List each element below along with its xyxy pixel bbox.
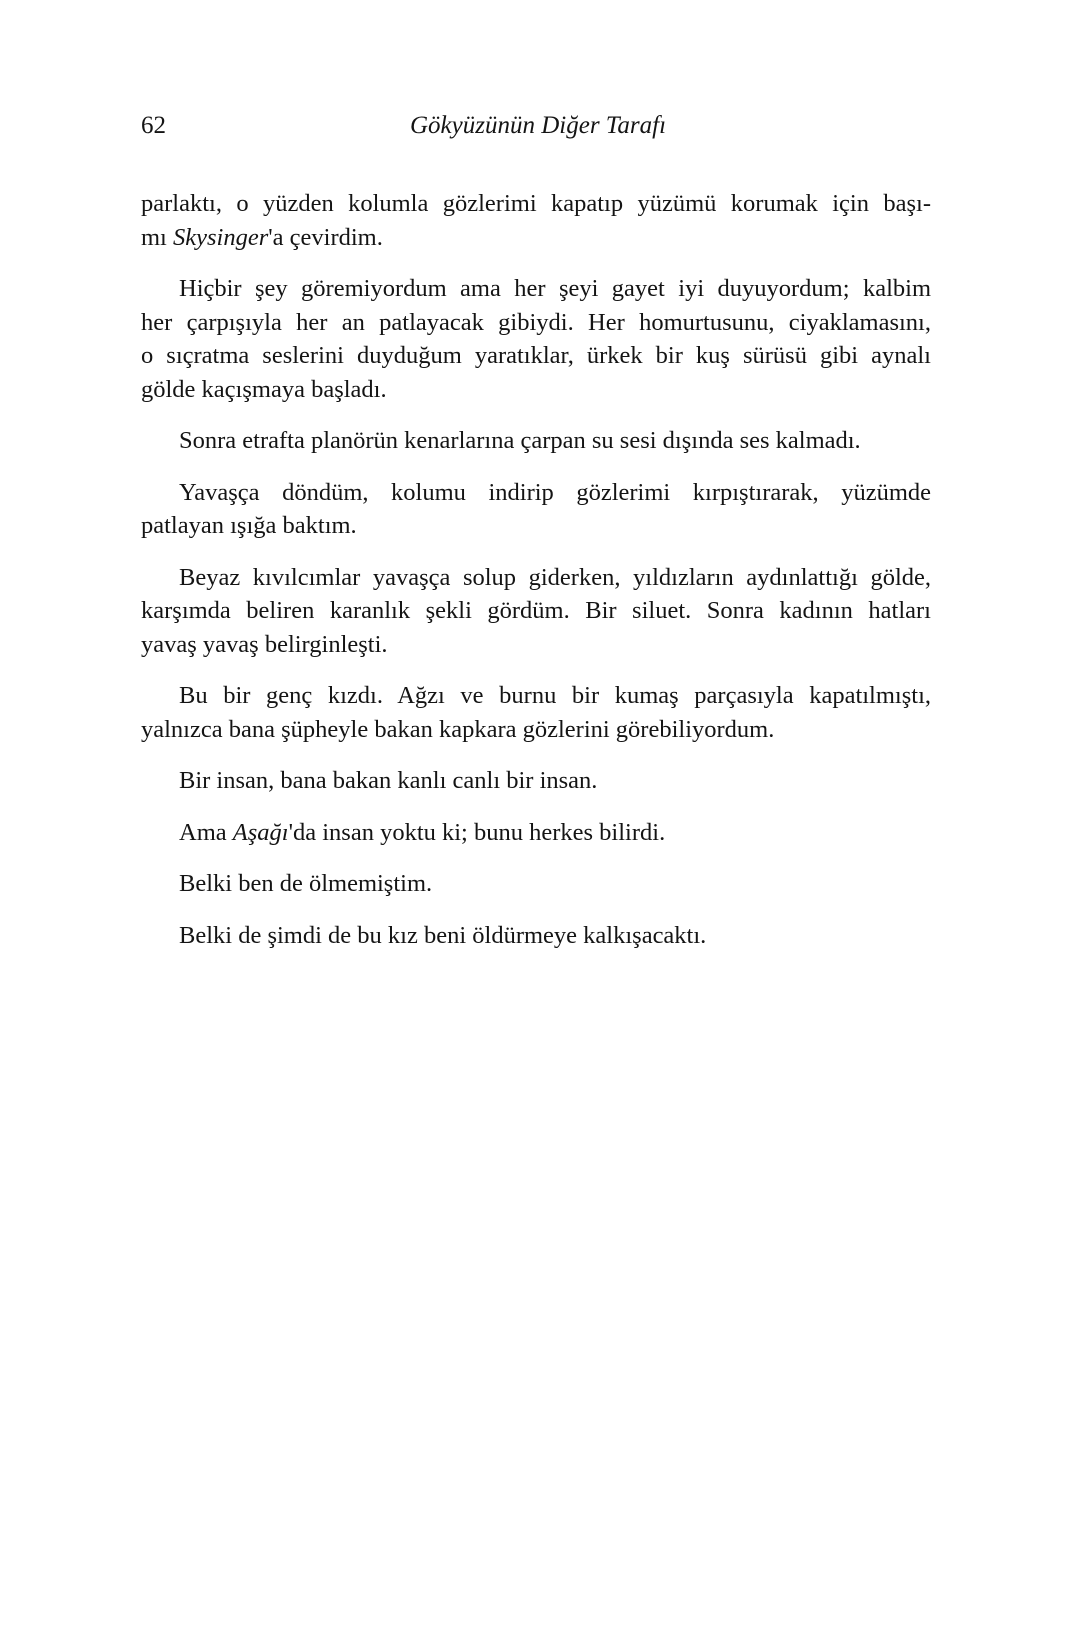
running-title: Gökyüzünün Diğer Tarafı bbox=[410, 112, 667, 139]
paragraph-2-line-4: gölde kaçışmaya başladı. bbox=[141, 375, 387, 403]
paragraph-5 bbox=[141, 561, 931, 662]
paragraph-4 bbox=[141, 476, 931, 543]
paragraph-6 bbox=[141, 679, 931, 746]
paragraph-5-line-3: yavaş yavaş belirginleşti. bbox=[141, 630, 388, 658]
page-number: 62 bbox=[141, 112, 166, 139]
paragraph-3 bbox=[141, 424, 931, 458]
paragraph-7-line-1: Bir insan, bana bakan kanlı canlı bir insan. bbox=[179, 767, 598, 794]
body-text bbox=[141, 187, 931, 970]
paragraph-3-line-1: Sonra etrafta planörün kenarlarına çarpan su sesi dışında ses kalmadı. bbox=[179, 427, 861, 454]
paragraph-5-line-2: karşımda beliren karanlık şekli gördüm. Bir siluet. Sonra kadının hatları bbox=[141, 597, 931, 624]
paragraph-4-line-2: patlayan ışığa baktım. bbox=[141, 512, 357, 539]
paragraph-1-line-1: parlaktı, o yüzden kolumla gözlerimi kapatıp yüzümü korumak için başı- bbox=[141, 190, 931, 217]
paragraph-1-line-2 bbox=[141, 221, 931, 255]
paragraph-8-end: 'da insan yoktu ki; bunu herkes bilirdi. bbox=[288, 818, 666, 846]
paragraph-4-line-1: Yavaşça döndüm, kolumu indirip gözlerimi kırpıştırarak, yüzümde bbox=[179, 478, 931, 506]
paragraph-10-line-1: Belki de şimdi de bu kız beni öldürmeye kalkışacaktı. bbox=[179, 921, 707, 949]
paragraph-1-line-2-end: 'a çevirdim. bbox=[268, 223, 383, 251]
paragraph-8-start: Ama bbox=[179, 818, 233, 846]
paragraph-8 bbox=[141, 816, 931, 850]
paragraph-2-line-3: o sıçratma seslerini duyduğum yaratıklar, ürkek bir kuş sürüsü gibi aynalı bbox=[141, 342, 931, 369]
paragraph-8-line-1 bbox=[141, 816, 931, 850]
paragraph-10 bbox=[141, 919, 931, 953]
paragraph-1 bbox=[141, 187, 931, 254]
paragraph-2-line-2: her çarpışıyla her an patlayacak gibiydi. Her homurtusunu, ciyaklamasını, bbox=[141, 308, 931, 336]
paragraph-2 bbox=[141, 272, 931, 406]
paragraph-1-line-2-start: mı bbox=[141, 223, 173, 251]
paragraph-9 bbox=[141, 867, 931, 901]
place-name-asagi: Aşağı bbox=[232, 818, 289, 846]
ship-name-skysinger: Skysinger bbox=[173, 223, 269, 251]
paragraph-5-line-1: Beyaz kıvılcımlar yavaşça solup giderken, yıldızların aydınlattığı gölde, bbox=[179, 563, 931, 591]
paragraph-7 bbox=[141, 764, 931, 798]
paragraph-6-line-2: yalnızca bana şüpheyle bakan kapkara gözlerini görebiliyordum. bbox=[141, 715, 775, 743]
paragraph-2-line-1: Hiçbir şey göremiyordum ama her şeyi gayet iyi duyuyordum; kalbim bbox=[179, 275, 931, 302]
paragraph-9-line-1: Belki ben de ölmemiştim. bbox=[179, 870, 433, 897]
page-header bbox=[0, 106, 1080, 146]
paragraph-6-line-1: Bu bir genç kızdı. Ağzı ve burnu bir kumaş parçasıyla kapatılmıştı, bbox=[179, 682, 931, 709]
